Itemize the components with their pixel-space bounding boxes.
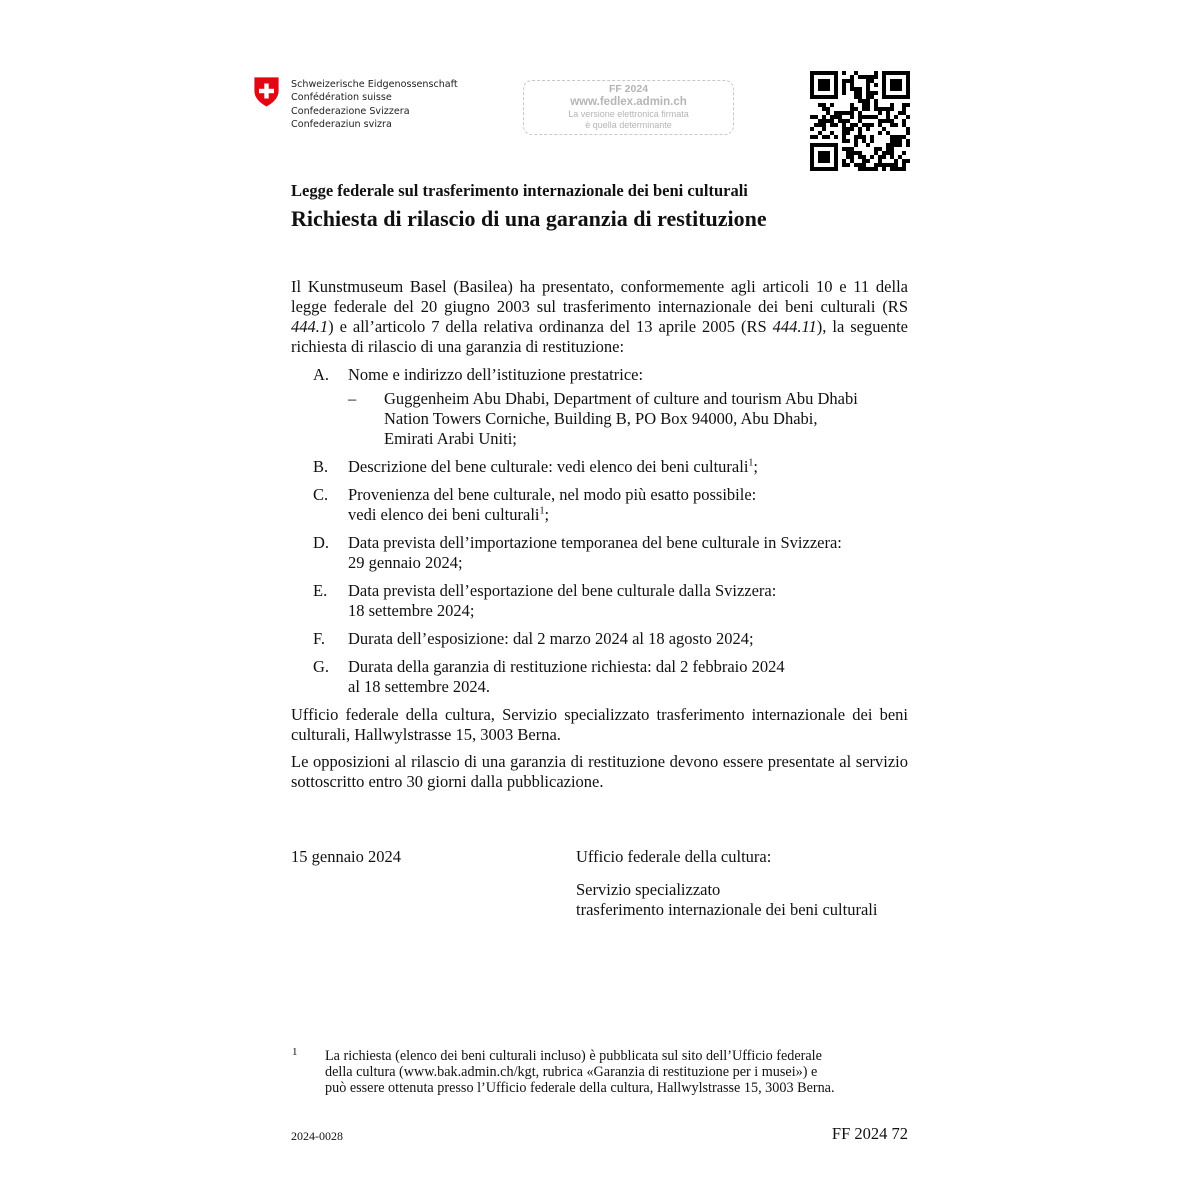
document-number: 2024-0028 [291, 1129, 343, 1143]
list-item-a: A. Nome e indirizzo dell’istituzione prestatrice: – Guggenheim Abu Dhabi, Department of culture and tourism Abu Dhabi Nation Towers Corniche, Building B, PO Box 94000, Abu Dhabi, Emirati Arabi Uniti; [291, 365, 908, 449]
page-title: Richiesta di rilascio di una garanzia di restituzione [291, 206, 767, 231]
list-item-e: E. Data prevista dell’esportazione del bene culturale dalla Svizzera: 18 settembre 2024; [313, 581, 777, 620]
rs-number-1: 444.1 [291, 317, 329, 336]
confederation-line-it: Confederazione Svizzera [291, 105, 410, 117]
list-item-g: G. Durata della garanzia di restituzione richiesta: dal 2 febbraio 2024 al 18 settembre 2024. [313, 657, 785, 696]
rs-number-2: 444.11 [772, 317, 817, 336]
swiss-crest-icon [253, 76, 280, 108]
electronic-signature-stamp [523, 80, 734, 135]
footnote-ref: 1 [748, 457, 754, 469]
document-body [291, 277, 908, 799]
objection-paragraph: Le opposizioni al rilascio di una garanzia di restituzione devono essere presentate al servizio sottoscritto entro 30 giorni dalla pubblicazione. [291, 752, 908, 791]
signature-service: Servizio specializzato trasferimento internazionale dei beni culturali [576, 880, 878, 919]
lender-address: – Guggenheim Abu Dhabi, Department of culture and tourism Abu Dhabi Nation Towers Corniche, Building B, PO Box 94000, Abu Dhabi, Emirati Arabi Uniti; [348, 389, 858, 448]
confederation-line-de: Schweizerische Eidgenossenschaft [291, 79, 458, 90]
office-paragraph: Ufficio federale della cultura, Servizio specializzato trasferimento internazionale dei beni culturali, Hallwylstrasse 15, 3003 Berna. [291, 705, 908, 744]
stamp-ff: FF 2024 [608, 83, 649, 95]
list-item-f: F. Durata dell’esposizione: dal 2 marzo 2024 al 18 agosto 2024; [313, 629, 754, 648]
signature-date: 15 gennaio 2024 [291, 847, 401, 866]
list-item-b: B. Descrizione del bene culturale: vedi elenco dei beni culturali$^1$; [313, 457, 759, 476]
confederation-line-fr: Confédération suisse [291, 92, 392, 104]
list-item-d: D. Data prevista dell’importazione temporanea del bene culturale in Svizzera: 29 gennaio 2024; [313, 533, 842, 572]
list-item-c: C. Provenienza del bene culturale, nel modo più esatto possibile: vedi elenco dei beni culturali$^1$; [313, 485, 757, 524]
footnote-number: 1 [292, 1046, 298, 1058]
page-reference: FF 2024 72 [831, 1124, 908, 1143]
stamp-note-1: La versione elettronica firmata [568, 109, 689, 119]
intro-paragraph: Il Kunstmuseum Basel (Basilea) ha presentato, conformemente agli articoli 10 e 11 della legge federale del 20 giugno 2003 sul trasferimento internazionale dei beni culturali (RS 444.1) e all’articolo 7 della relativa ordinanza del 13 aprile 2005 (RS 444.11), la seguente richiesta di rilascio di una garanzia di restituzione: [291, 277, 908, 356]
signature-office: Ufficio federale della cultura: [576, 847, 772, 866]
footnote-text: La richiesta (elenco dei beni culturali incluso) è pubblicata sul sito dell’Ufficio federale della cultura (www.bak.admin.ch/kgt, rubrica «Garanzia di restituzione per i musei») e può essere ottenuta presso l’Ufficio federale della cultura, Hallwylstrasse 15, 3003 Berna. [325, 1048, 835, 1096]
law-title: Legge federale sul trasferimento internazionale dei beni culturali [291, 181, 748, 200]
stamp-note-2: è quella determinante [585, 120, 672, 130]
qr-code-icon [810, 71, 910, 171]
stamp-url: www.fedlex.admin.ch [570, 96, 687, 108]
footnote-ref: 1 [539, 505, 545, 517]
confederation-names [291, 78, 458, 132]
confederation-line-rm: Confederaziun svizra [291, 119, 392, 131]
